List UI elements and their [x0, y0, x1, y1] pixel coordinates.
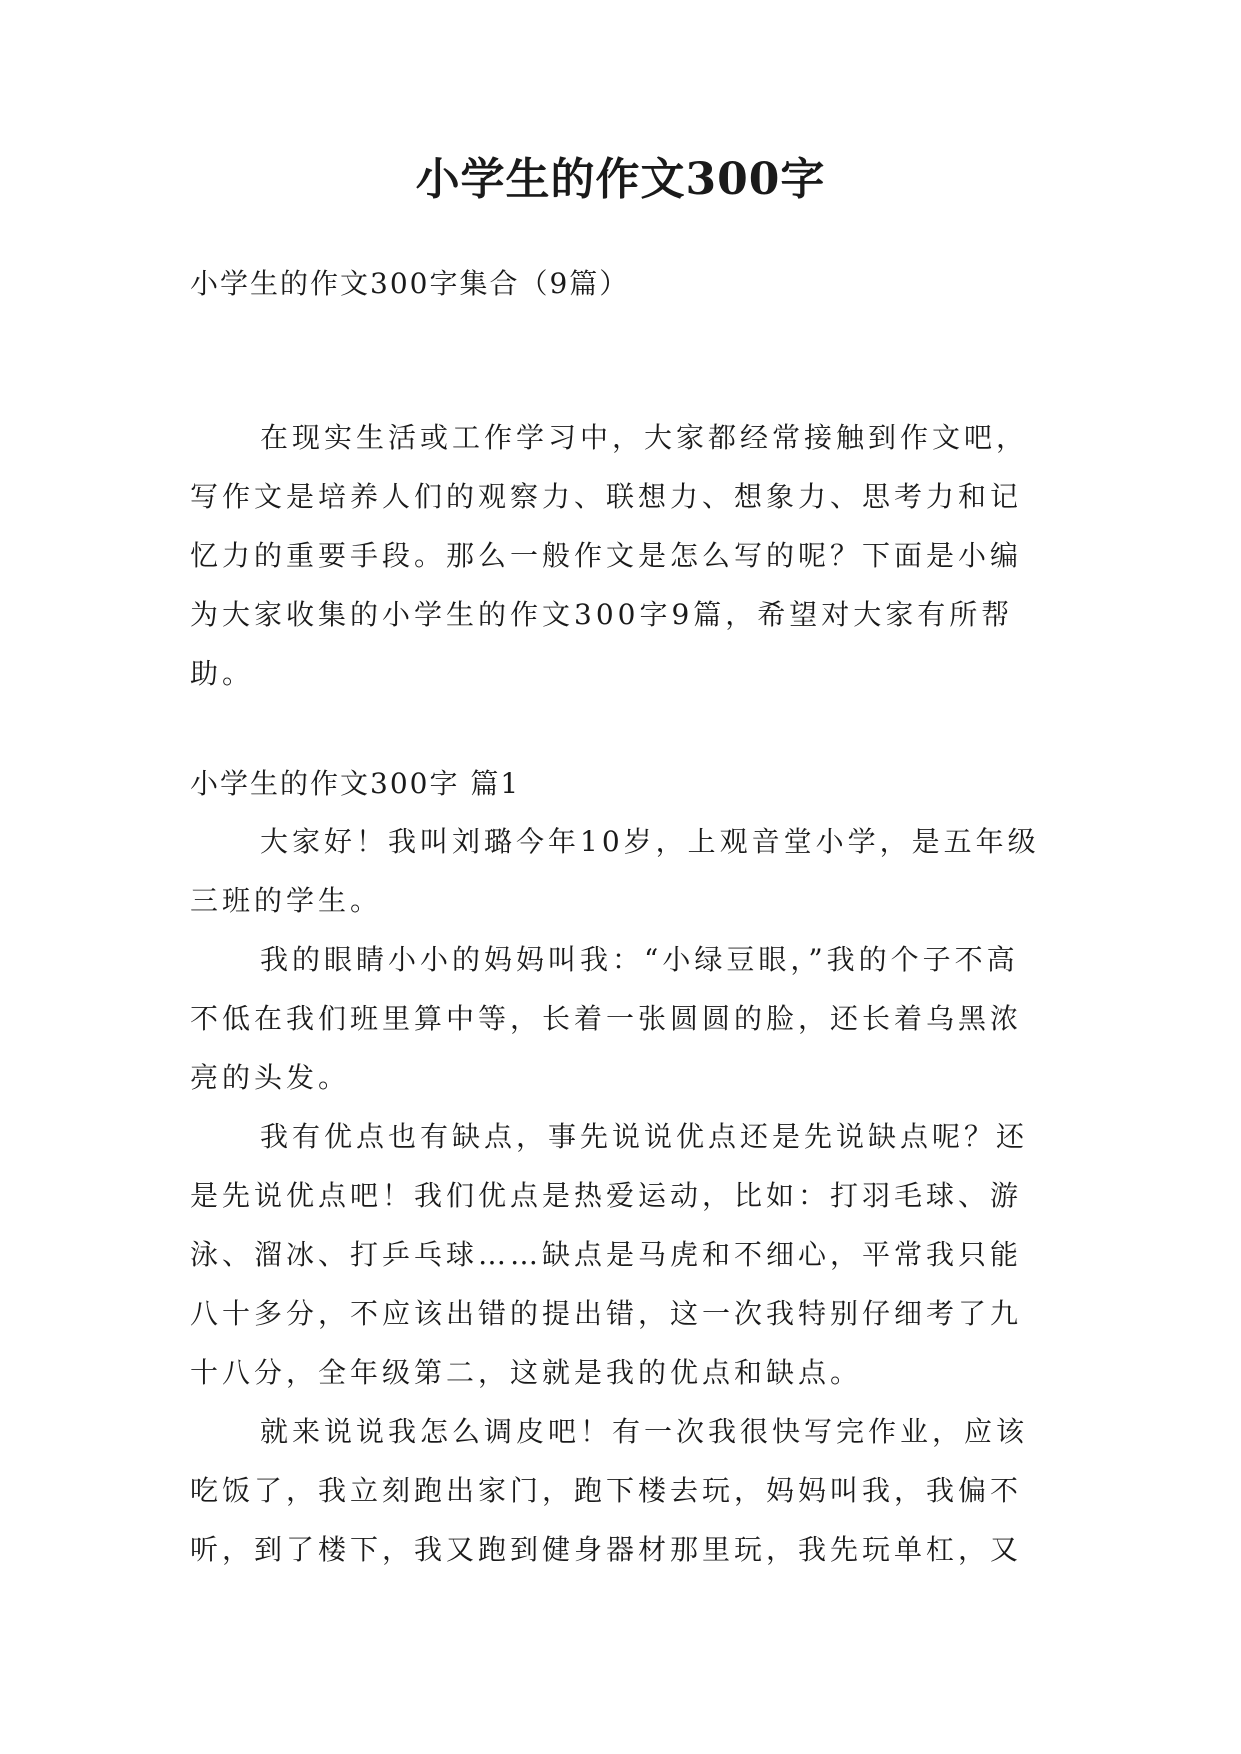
intro-paragraph: 在现实生活或工作学习中，大家都经常接触到作文吧，写作文是培养人们的观察力、联想力、想象力、思考力和记忆力的重要手段。那么一般作文是怎么写的呢？下面是小编为大家收集的小学生的作文300字9篇，希望对大家有所帮助。 — [190, 421, 1029, 690]
essay-paragraph: 我有优点也有缺点，事先说说优点还是先说缺点呢？还是先说优点吧！我们优点是热爱运动，比如：打羽毛球、游泳、溜冰、打乒乓球……缺点是马虎和不细心，平常我只能八十多分，不应该出错的提出错，这一次我特别仔细考了九十八分，全年级第二，这就是我的优点和缺点。 — [190, 1120, 1029, 1389]
essay-body — [190, 812, 1050, 1579]
document-subtitle: 小学生的作文300字集合（9篇） — [190, 267, 630, 300]
section-title: 小学生的作文300字 篇1 — [190, 767, 521, 800]
essay-paragraph: 就来说说我怎么调皮吧！有一次我很快写完作业，应该吃饭了，我立刻跑出家门，跑下楼去玩，妈妈叫我，我偏不听，到了楼下，我又跑到健身器材那里玩，我先玩单杠，又 — [190, 1415, 1029, 1566]
essay-paragraph: 大家好！我叫刘璐今年10岁，上观音堂小学，是五年级三班的学生。 — [190, 825, 1040, 917]
essay-paragraph: 我的眼睛小小的妈妈叫我：“小绿豆眼，”我的个子不高不低在我们班里算中等，长着一张圆圆的脸，还长着乌黑浓亮的头发。 — [190, 943, 1023, 1094]
document-title: 小学生的作文300字 — [415, 154, 826, 205]
